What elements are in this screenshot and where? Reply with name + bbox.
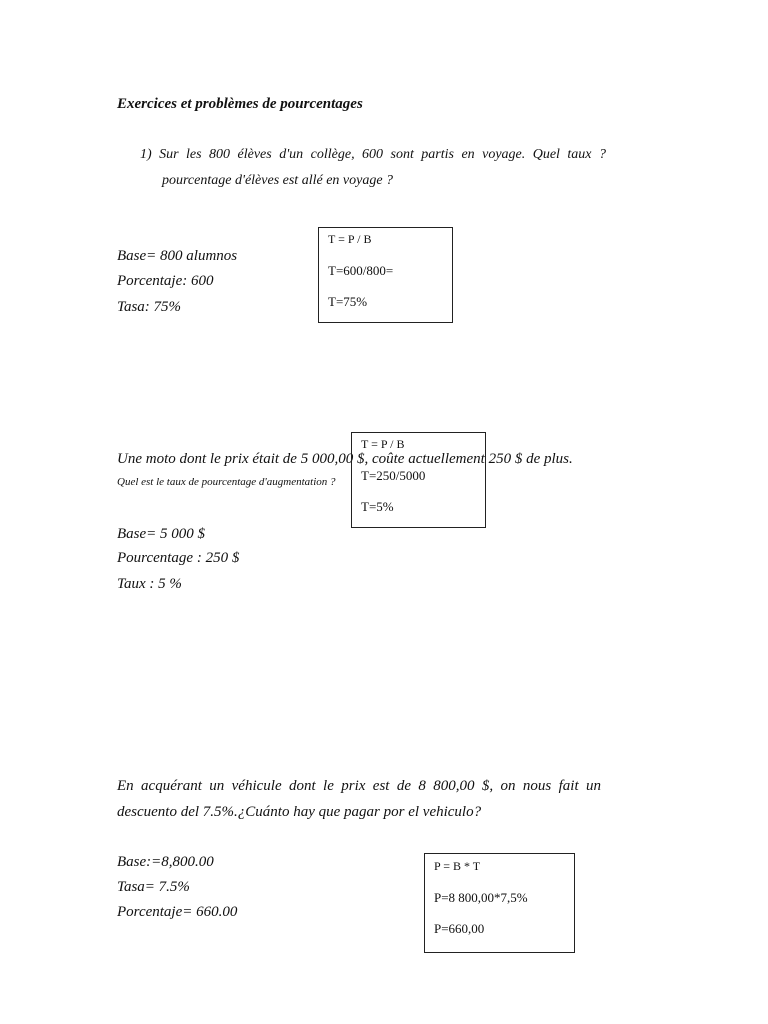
problem1-formula-box — [318, 227, 453, 323]
formula-line: T=250/5000 — [361, 468, 426, 483]
formula-line: T = P / B — [328, 232, 372, 246]
formula-line: P=660,00 — [434, 921, 485, 936]
problem2-base: Base= 5 000 $ — [117, 526, 206, 542]
formula-line: T=600/800= — [328, 263, 394, 278]
problem2-formula-box — [351, 432, 486, 528]
problem1-statement-line2: pourcentage d'élèves est allé en voyage ? — [162, 173, 394, 188]
formula-line: P=8 800,00*7,5% — [434, 890, 528, 905]
problem3-statement-line1: En acquérant un véhicule dont le prix est de 8 800,00 $, on nous fait un — [117, 778, 601, 794]
problem2-statement-line2: Quel est le taux de pourcentage d'augmentation ? — [117, 476, 336, 488]
formula-line: P = B * T — [434, 859, 481, 873]
problem3-rate: Tasa= 7.5% — [117, 879, 190, 895]
problem1-rate: Tasa: 75% — [117, 299, 182, 315]
problem2-statement-line1: Une moto dont le prix était de 5 000,00 $, coûte actuellement 250 $ de plus. — [117, 451, 573, 467]
problem2-rate: Taux : 5 % — [117, 576, 182, 592]
problem1-statement-line1: 1) Sur les 800 élèves d'un collège, 600 sont partis en voyage. Quel taux ? — [140, 147, 606, 162]
problem1-percentage: Porcentaje: 600 — [117, 273, 214, 289]
problem1-base: Base= 800 alumnos — [117, 248, 238, 264]
problem3-formula-box — [424, 853, 575, 953]
page-title: Exercices et problèmes de pourcentages — [117, 96, 363, 112]
problem3-percentage: Porcentaje= 660.00 — [117, 904, 238, 920]
problem3-statement-line2: descuento del 7.5%.¿Cuánto hay que pagar por el vehiculo? — [117, 804, 482, 820]
formula-line: T = P / B — [361, 437, 405, 451]
formula-line: T=5% — [361, 499, 394, 514]
problem2-percentage: Pourcentage : 250 $ — [117, 550, 240, 566]
formula-line: T=75% — [328, 294, 368, 309]
problem3-base: Base:=8,800.00 — [117, 854, 214, 870]
